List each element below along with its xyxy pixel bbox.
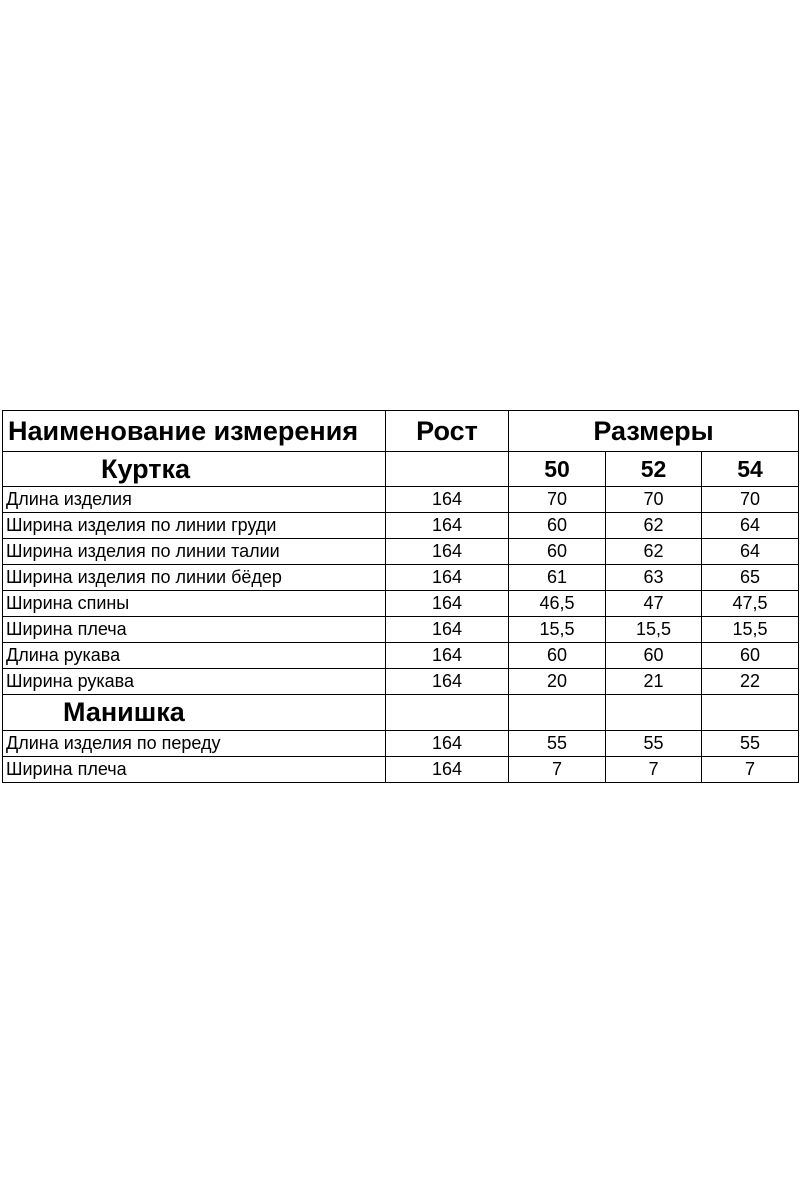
size-value: 21 — [606, 669, 702, 695]
size-value: 60 — [606, 643, 702, 669]
size-value: 15,5 — [606, 617, 702, 643]
size-value: 60 — [509, 513, 606, 539]
height-value: 164 — [386, 669, 509, 695]
size-value: 47,5 — [702, 591, 799, 617]
height-value: 164 — [386, 565, 509, 591]
size-value: 15,5 — [509, 617, 606, 643]
size-value: 62 — [606, 513, 702, 539]
size-value: 55 — [509, 731, 606, 757]
height-value: 164 — [386, 757, 509, 783]
height-value: 164 — [386, 513, 509, 539]
section-title-jacket: Куртка — [3, 452, 386, 487]
table-row — [3, 565, 799, 591]
size-value: 60 — [509, 539, 606, 565]
size-header-50: 50 — [509, 452, 606, 487]
height-header: Рост — [386, 411, 509, 452]
empty-cell — [386, 695, 509, 731]
height-value: 164 — [386, 731, 509, 757]
size-value: 62 — [606, 539, 702, 565]
measurement-name: Ширина спины — [3, 591, 386, 617]
measurement-name: Длина рукава — [3, 643, 386, 669]
height-value: 164 — [386, 617, 509, 643]
table-row — [3, 591, 799, 617]
header-row — [3, 411, 799, 452]
size-header-52: 52 — [606, 452, 702, 487]
size-value: 47 — [606, 591, 702, 617]
size-chart-table — [2, 410, 799, 783]
size-value: 7 — [509, 757, 606, 783]
size-value: 60 — [702, 643, 799, 669]
size-value: 7 — [702, 757, 799, 783]
size-header-54: 54 — [702, 452, 799, 487]
empty-cell — [509, 695, 606, 731]
table-row — [3, 731, 799, 757]
size-value: 60 — [509, 643, 606, 669]
height-value: 164 — [386, 591, 509, 617]
size-value: 64 — [702, 513, 799, 539]
measurement-name: Длина изделия по переду — [3, 731, 386, 757]
measurement-name: Ширина плеча — [3, 617, 386, 643]
table-row — [3, 669, 799, 695]
sizes-header: Размеры — [509, 411, 799, 452]
size-value: 70 — [509, 487, 606, 513]
measurement-name: Ширина изделия по линии талии — [3, 539, 386, 565]
table-row — [3, 539, 799, 565]
size-value: 55 — [606, 731, 702, 757]
measurement-name: Ширина изделия по линии бёдер — [3, 565, 386, 591]
size-value: 7 — [606, 757, 702, 783]
size-value: 64 — [702, 539, 799, 565]
size-value: 46,5 — [509, 591, 606, 617]
table-row — [3, 757, 799, 783]
size-value: 70 — [606, 487, 702, 513]
table-row — [3, 617, 799, 643]
empty-cell — [702, 695, 799, 731]
measurement-name-header: Наименование измерения — [3, 411, 386, 452]
section-title-dickey: Манишка — [3, 695, 386, 731]
table-row — [3, 513, 799, 539]
table-row — [3, 487, 799, 513]
height-value: 164 — [386, 539, 509, 565]
empty-cell — [386, 452, 509, 487]
measurement-name: Длина изделия — [3, 487, 386, 513]
section-row-jacket — [3, 452, 799, 487]
measurement-name: Ширина изделия по линии груди — [3, 513, 386, 539]
size-value: 70 — [702, 487, 799, 513]
table-row — [3, 643, 799, 669]
size-value: 20 — [509, 669, 606, 695]
height-value: 164 — [386, 643, 509, 669]
size-value: 63 — [606, 565, 702, 591]
size-value: 22 — [702, 669, 799, 695]
section-row-dickey — [3, 695, 799, 731]
measurement-name: Ширина плеча — [3, 757, 386, 783]
empty-cell — [606, 695, 702, 731]
measurement-name: Ширина рукава — [3, 669, 386, 695]
size-value: 55 — [702, 731, 799, 757]
size-value: 61 — [509, 565, 606, 591]
size-value: 65 — [702, 565, 799, 591]
height-value: 164 — [386, 487, 509, 513]
size-value: 15,5 — [702, 617, 799, 643]
